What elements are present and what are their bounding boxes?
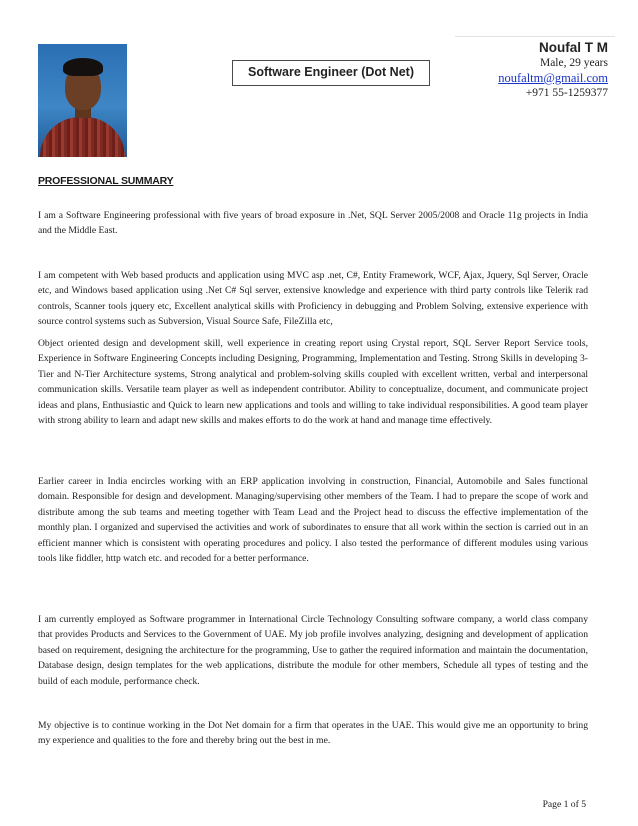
summary-paragraph-1: I am a Software Engineering professional with five years of broad exposure in .Net, SQL Server 2005/2008 and Oracle 11g projects in India and the Middle East. bbox=[38, 210, 588, 237]
phone-number: +971 55-1259377 bbox=[525, 87, 608, 99]
profile-photo bbox=[38, 44, 127, 157]
contact-divider bbox=[455, 36, 615, 37]
photo-hair bbox=[63, 58, 103, 76]
contact-block bbox=[498, 40, 608, 101]
gender-age: Male, 29 years bbox=[539, 57, 608, 69]
job-title-box: Software Engineer (Dot Net) bbox=[232, 60, 430, 86]
summary-paragraph-6: My objective is to continue working in the Dot Net domain for a firm that operates in the UAE. This would give me an opportunity to bring my experience and qualities to the fore and thereby bring out the best in me. bbox=[38, 720, 588, 747]
summary-paragraph-3: Object oriented design and development skill, well experience in creating report using Crystal report, SQL Server Report Service tools, Experience in Software Engineering Concepts including Designing, Programming, Implementation and Testing. Strong Skills in developing 3-Tier and N-Tier Architecture systems, Strong analytical and problem-solving skills coupled with excellent written, verbal and interpersonal communication skills. Versatile team player as well as independent contributor. Ability to conceptualize, document, and communicate project ideas and plans, Enthusiastic and Quick to learn new applications and tools and willing to take individual responsibilities. A good team player with strong ability to learn and adapt new skills and makes efforts to do the work at hand and manage time effectively. bbox=[38, 338, 588, 427]
candidate-name: Noufal T M bbox=[539, 40, 608, 55]
summary-paragraph-2: I am competent with Web based products and application using MVC asp .net, C#, Entity Framework, WCF, Ajax, Jquery, Sql Server, Oracle etc, and Windows based application using .Net C# Sql server, extensive knowledge and experience with third party controls like Telerik rad controls, Scanner tools jquery etc, Excellent analytical skills with Proficiency in debugging and Problem Solving, extensive experience with source control systems such as Subversion, Visual Source Safe, FileZilla etc, bbox=[38, 270, 588, 328]
photo-shirt bbox=[40, 117, 125, 157]
summary-paragraph-5: I am currently employed as Software programmer in International Circle Technology Consulting software company, a world class company that provides Products and Services to the Government of UAE. My job profile involves analyzing, designing and development of application based on requirement, designing the architecture for the programming, Use to gather the required information and maintain the documentation, Database design, design templates for the web applications, distribute the module for other members, Schedule all types of testing and the build of each module, performance check. bbox=[38, 614, 588, 687]
email-link[interactable]: noufaltm@gmail.com bbox=[498, 71, 608, 85]
section-heading: PROFESSIONAL SUMMARY bbox=[38, 175, 174, 187]
summary-paragraph-4: Earlier career in India encircles working with an ERP application involving in construction, Financial, Automobile and Sales functional domain. Responsible for design and development. Managing/supervising other members of the Team. I had to prepare the scope of work and distribute among the sub teams and meeting together with Team Lead and the Project head to discuss the effective implementation of the monthly plan. I organized and supervised the activities and work of subordinates to ensure that all work within the section is carried out in an efficient manner which is consistent with operating procedures and policy. I also tested the performance of different modules using various tools like fiddler, http watch etc. and recoded for a better performance. bbox=[38, 476, 588, 565]
page-number: Page 1 of 5 bbox=[542, 799, 586, 810]
